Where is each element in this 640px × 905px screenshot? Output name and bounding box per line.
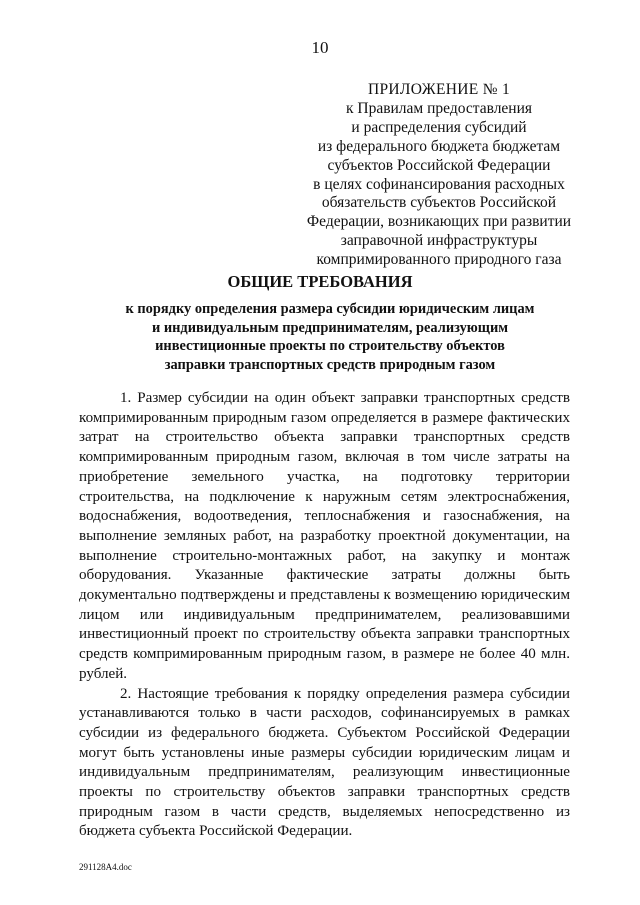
subtitle-line: инвестиционные проекты по строительству объектов bbox=[155, 338, 505, 354]
appendix-line: и распределения субсидий bbox=[351, 118, 527, 136]
appendix-line: компримированного природного газа bbox=[316, 251, 562, 269]
appendix-line: в целях софинансирования расходных bbox=[313, 175, 565, 193]
appendix-block bbox=[304, 81, 574, 270]
document-title: ОБЩИЕ ТРЕБОВАНИЯ bbox=[227, 272, 413, 291]
paragraph-1: 1. Размер субсидии на один объект заправки транспортных средств компримированным природным газом определяется в размере фактических затрат на строительство объекта заправки транспортных средств компримированным природным газом, включая в том числе затраты на приобретение земельного участка, на подготовку территории строительства, на подключение к наружным сетям электроснабжения, водоснабжения, водоотведения, теплоснабжения и газоснабжения, на выполнение земляных работ, на разработку проектной документации, на выполнение строительно-монтажных работ, на закупку и монтаж оборудования. Указанные фактические затраты должны быть документально подтверждены и представлены к возмещению юридическим лицом или индивидуальным предпринимателем, реализовавшими инвестиционный проект по строительству объекта заправки транспортных средств компримированным природным газом, в размере не более 40 млн. рублей. bbox=[79, 390, 570, 682]
appendix-line: заправочной инфраструктуры bbox=[340, 232, 538, 250]
footer-file-code: 291128A4.doc bbox=[79, 862, 132, 872]
document-body bbox=[79, 389, 570, 842]
appendix-line: Федерации, возникающих при развитии bbox=[306, 213, 572, 231]
document-subtitle bbox=[80, 300, 580, 374]
appendix-line: из федерального бюджета бюджетам bbox=[317, 137, 561, 155]
page-number: 10 bbox=[311, 38, 329, 57]
appendix-line: к Правилам предоставления bbox=[345, 99, 533, 117]
paragraph-2: 2. Настоящие требования к порядку определения размера субсидии устанавливаются только в части расходов, софинансируемых в рамках субсидии из федерального бюджета. Субъектом Российской Федерации могут быть установлены иные размеры субсидии юридическим лицам и индивидуальным предпринимателям, реализующим инвестиционные проекты по строительству объектов заправки транспортных средств природным газом в части средств, выделяемых непосредственно из бюджета субъекта Российской Федерации. bbox=[79, 685, 570, 840]
subtitle-line: и индивидуальным предпринимателям, реализующим bbox=[151, 319, 509, 336]
appendix-line: обязательств субъектов Российской bbox=[321, 194, 557, 212]
subtitle-line: заправки транспортных средств природным газом bbox=[164, 356, 496, 373]
appendix-title: ПРИЛОЖЕНИЕ № 1 bbox=[367, 81, 511, 98]
subtitle-line: к порядку определения размера субсидии юридическим лицам bbox=[125, 301, 535, 317]
appendix-line: субъектов Российской Федерации bbox=[327, 156, 551, 174]
